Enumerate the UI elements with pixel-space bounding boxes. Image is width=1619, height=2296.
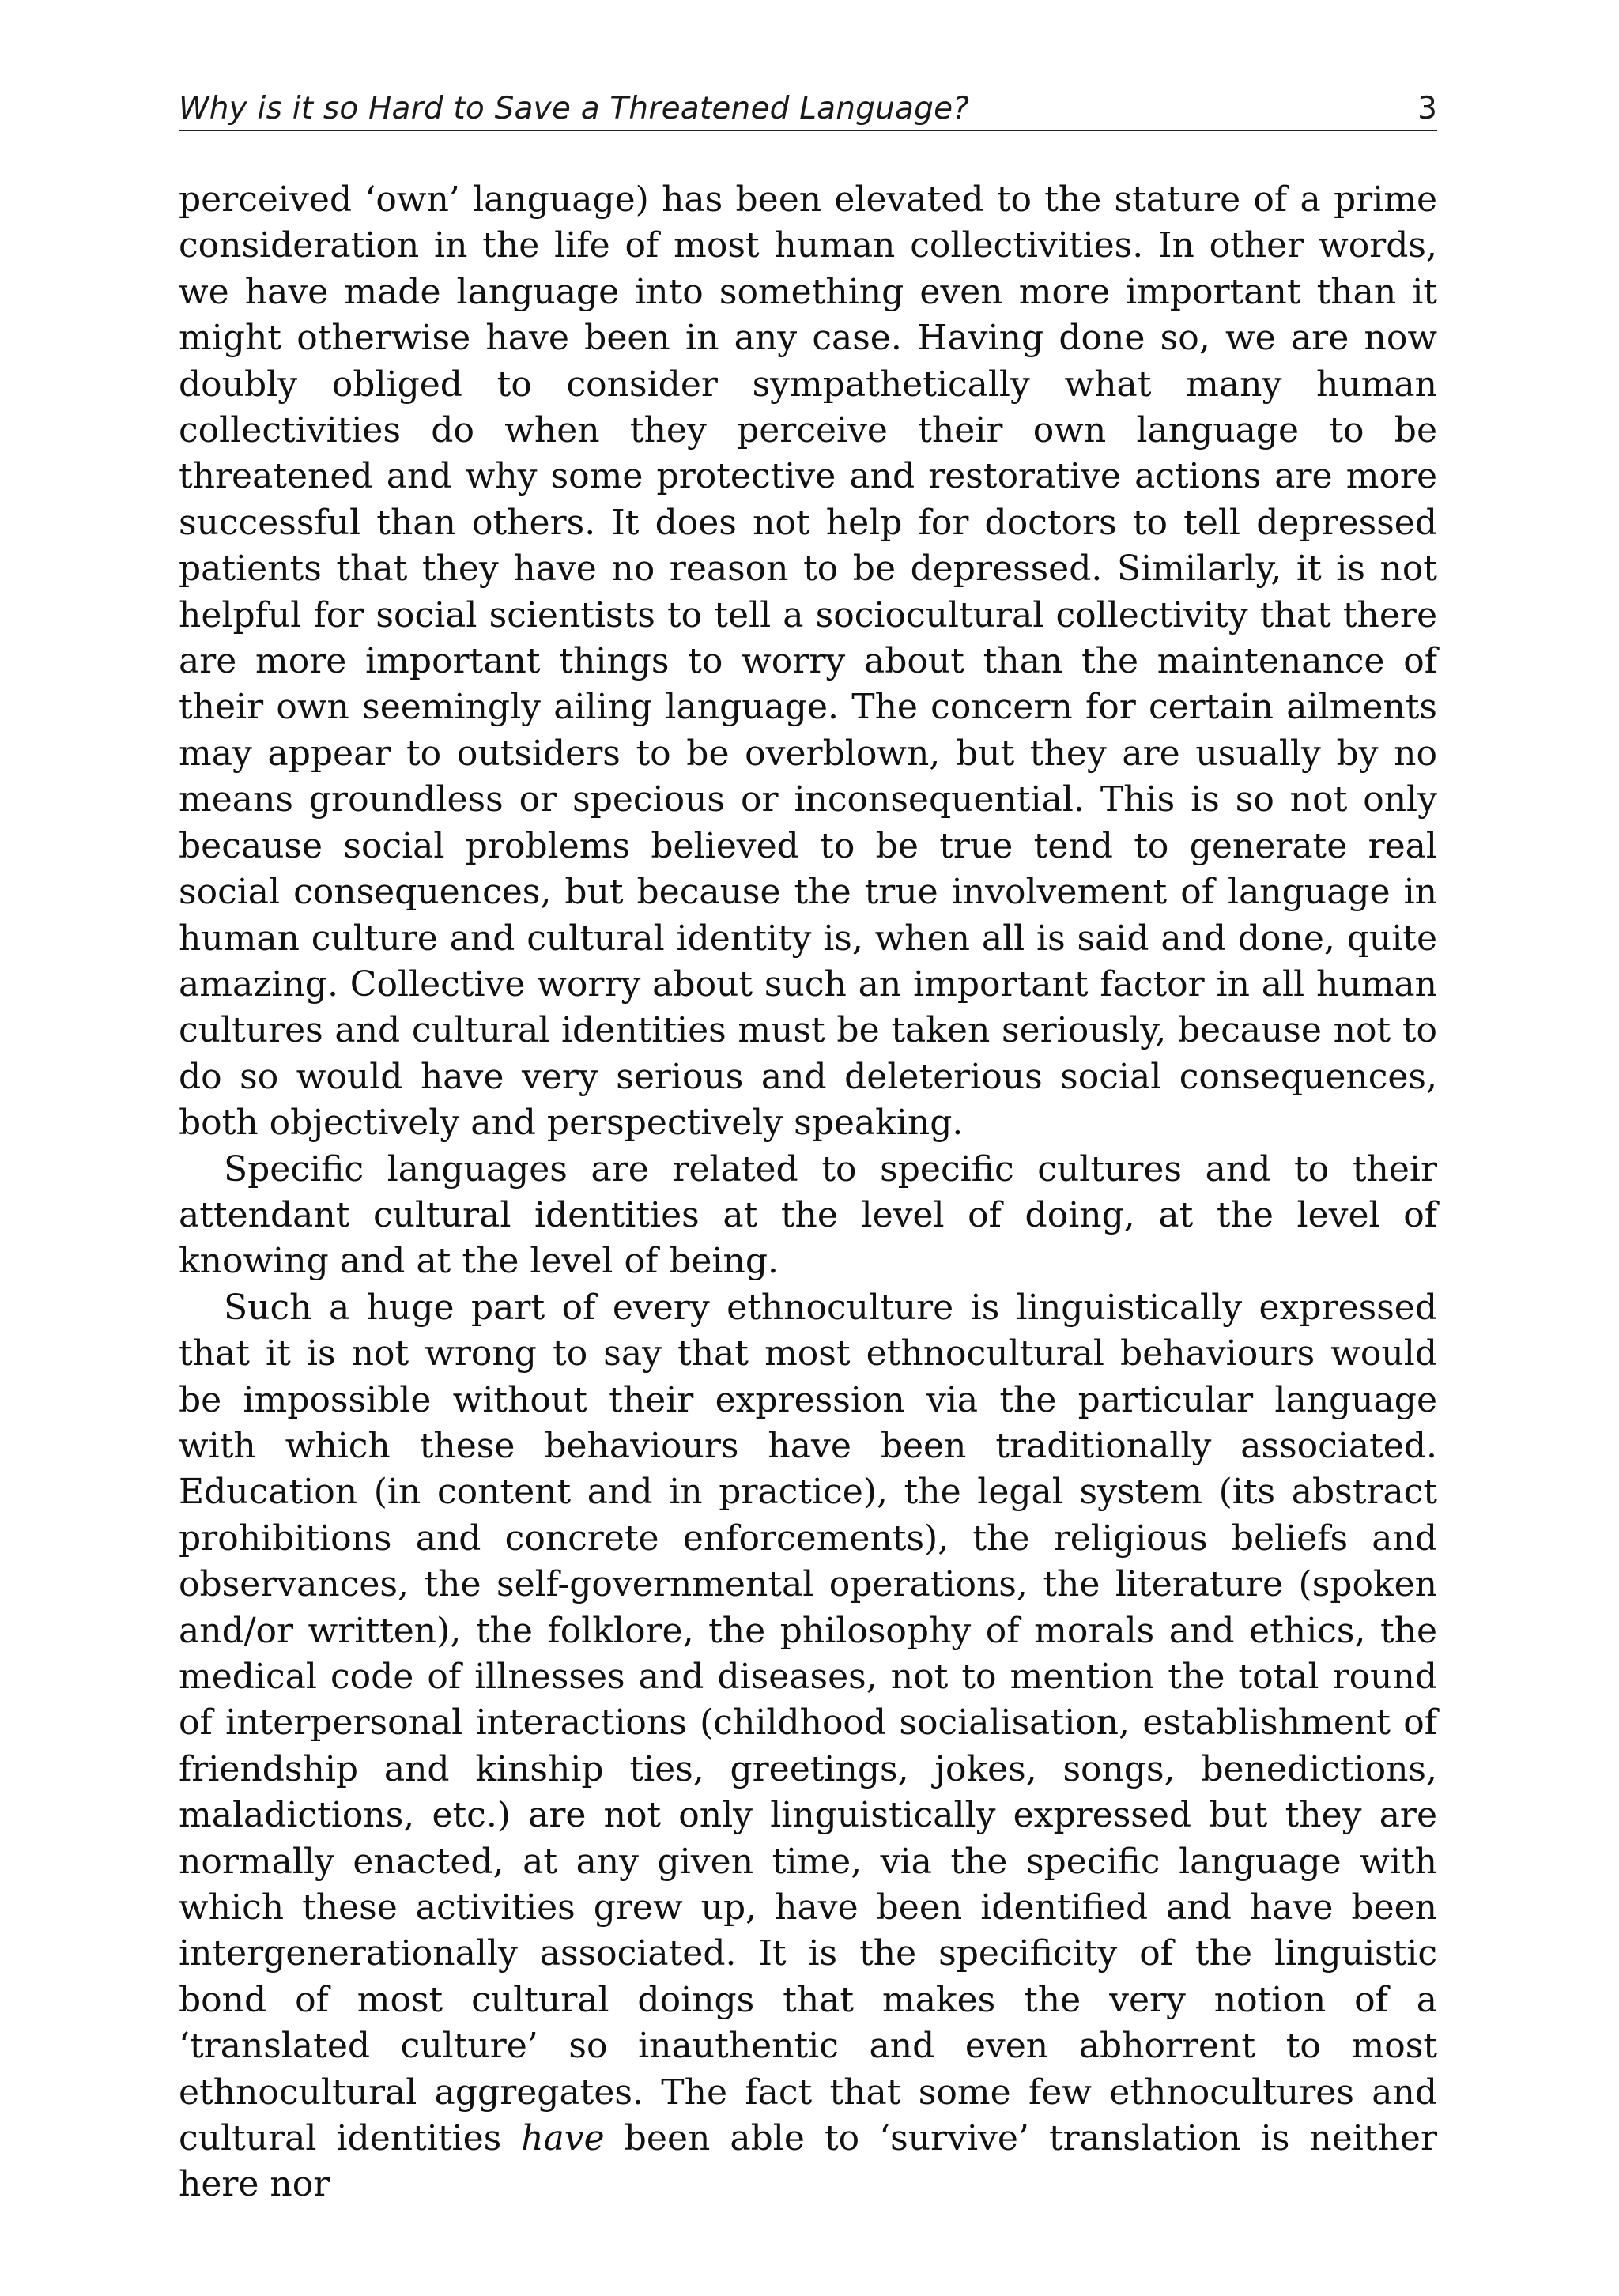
running-title: Why is it so Hard to Save a Threatened Language?: [179, 91, 970, 126]
page-number: 3: [1417, 91, 1437, 126]
paragraph-1: perceived ‘own’ language) has been elevated to the stature of a prime consideration in the life of most human collectivities. In other words, we have made language into something even more important than it might otherwise have been in any case. Having done so, we are now doubly obliged to consider sympathetically what many human collectivities do when they perceive their own language to be threatened and why some protective and restorative actions are more successful than others. It does not help for doctors to tell depressed patients that they have no reason to be depressed. Similarly, it is not helpful for social scientists to tell a sociocultural collectivity that there are more important things to worry about than the maintenance of their own seemingly ailing language. The concern for certain ailments may appear to outsiders to be overblown, but they are usually by no means groundless or specious or inconsequential. This is so not only because social problems believed to be true tend to generate real social consequences, but because the true involvement of language in human culture and cultural identity is, when all is said and done, quite amazing. Collective worry about such an important factor in all human cultures and cultural identities must be taken seriously, because not to do so would have very serious and deleterious social consequences, both objectively and perspectively speaking.: [179, 179, 1437, 1144]
body-text: [179, 177, 1437, 2208]
emphasis-have: have: [521, 2118, 605, 2159]
paragraph-3: [179, 1285, 1437, 2208]
running-head: [179, 89, 1437, 131]
paragraph-2: Specific languages are related to specific cultures and to their attendant cultural identities at the level of doing, at the level of knowing and at the level of being.: [179, 1148, 1437, 1282]
paragraph-3-text-after: been able to ‘survive’ translation is neither here nor: [179, 2118, 1437, 2205]
paragraph-3-text: Such a huge part of every ethnoculture is linguistically expressed that it is not wrong to say that most ethnocultural behaviours would be impossible without their expression via the particular language with which these behaviours have been traditionally associated. Education (in content and in practice), the legal system (its abstract prohibitions and concrete enforcements), the religious beliefs and observances, the self-governmental operations, the literature (spoken and/or written), the folklore, the philosophy of morals and ethics, the medical code of illnesses and diseases, not to mention the total round of interpersonal interactions (childhood socialisation, establishment of friendship and kinship ties, greetings, jokes, songs, benedictions, maladictions, etc.) are not only linguistically expressed but they are normally enacted, at any given time, via the specific language with which these activities grew up, have been identified and have been intergenerationally associated. It is the specificity of the linguistic bond of most cultural doings that makes the very notion of a ‘translated culture’ so inauthentic and even abhorrent to most ethnocultural aggregates. The fact that some few ethnocultures and cultural identities: [179, 1287, 1437, 2159]
